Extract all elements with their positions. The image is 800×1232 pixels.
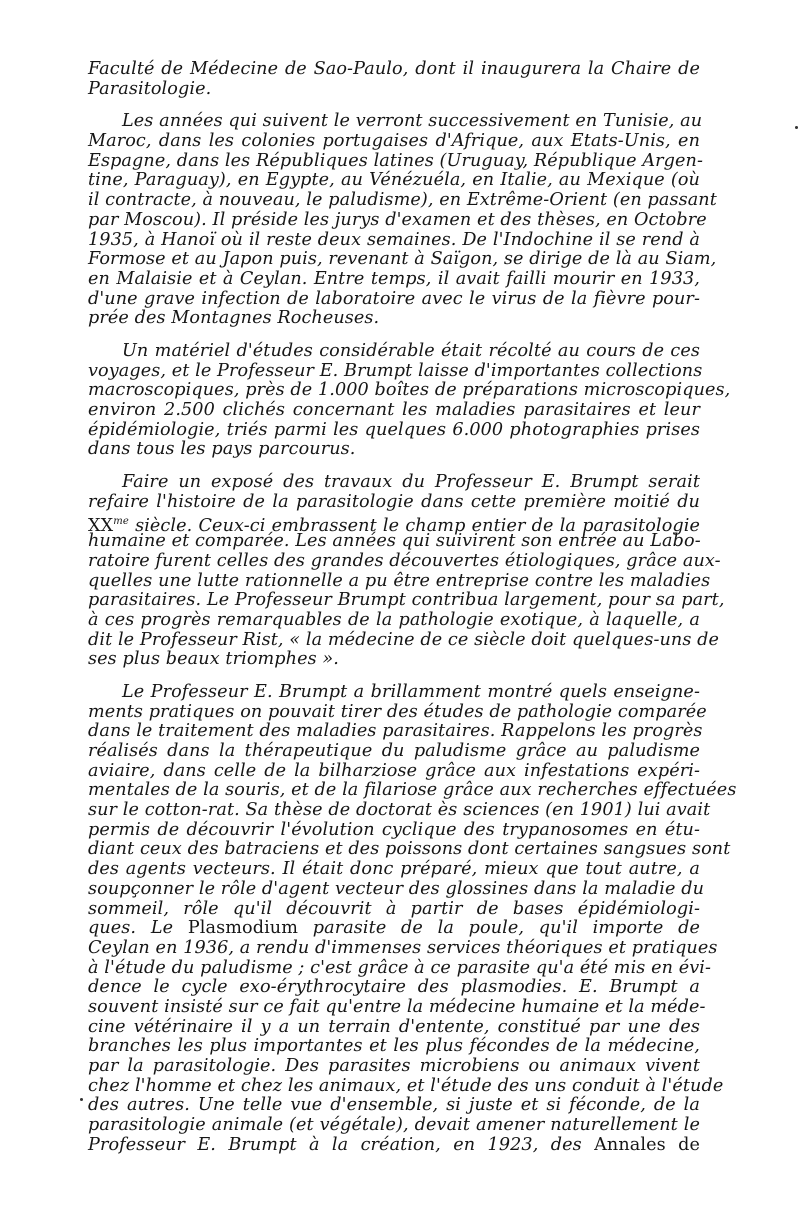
text-column <box>88 59 737 1155</box>
text-line <box>88 1136 700 1156</box>
text-line: chez l'homme et chez les animaux, et l'étude des uns conduit à l'étude <box>88 1075 724 1096</box>
text-line: diant ceux des batraciens et des poissons dont certaines sangsues sont <box>88 839 731 860</box>
text-line: 1935, à Hanoï où il reste deux semaines. De l'Indochine il se rend à <box>88 229 700 250</box>
text-line: soupçonner le rôle d'agent vecteur des glossines dans la maladie du <box>88 878 704 899</box>
text-line: permis de découvrir l'évolution cyclique des trypanosomes en étu- <box>88 819 700 840</box>
paragraph-5 <box>88 681 737 1156</box>
text-line: Faire un exposé des travaux du Professeur E. Brumpt serait <box>122 472 700 493</box>
text-line: sur le cotton-rat. Sa thèse de doctorat ès sciences (en 1901) lui avait <box>88 800 711 821</box>
text-line: des agents vecteurs. Il était donc préparé, mieux que tout autre, a <box>88 859 700 880</box>
text-line: des autres. Une telle vue d'ensemble, si juste et si féconde, de la <box>88 1095 700 1116</box>
paragraph-3 <box>88 340 731 460</box>
text-line: dans tous les pays parcourus. <box>88 439 356 460</box>
text-line: parasitologie animale (et végétale), devait amener naturellement le <box>88 1115 700 1136</box>
paragraph-4 <box>88 472 725 670</box>
text-line: à ces progrès remarquables de la pathologie exotique, à laquelle, a <box>88 609 700 630</box>
text-line: prée des Montagnes Rocheuses. <box>88 308 380 329</box>
text-line: aviaire, dans celle de la bilharziose grâce aux infestations expéri- <box>88 760 700 781</box>
text-line: parasitaires. Le Professeur Brumpt contribua largement, pour sa part, <box>88 590 725 611</box>
text-line: branches les plus importantes et les plus fécondes de la médecine, <box>88 1036 700 1057</box>
text-line: Un matériel d'études considérable était récolté au cours de ces <box>122 340 700 361</box>
text-line <box>88 512 700 537</box>
text-line: dit le Professeur Rist, « la médecine de ce siècle doit quelques-uns de <box>88 629 720 650</box>
margin-speck <box>795 126 798 129</box>
text-line: voyages, et le Professeur E. Brumpt laisse d'importantes collections <box>88 360 703 381</box>
text-line: d'une grave infection de laboratoire avec le virus de la fièvre pour- <box>88 288 700 309</box>
text-line: Parasitologie. <box>88 78 212 99</box>
text-line: Ceylan en 1936, a rendu d'immenses services théoriques et pratiques <box>88 937 718 958</box>
text-line: environ 2.500 clichés concernant les maladies parasitaires et leur <box>88 400 700 420</box>
plasmodium-term: Plasmodium <box>187 918 299 939</box>
text-line <box>88 919 700 939</box>
text-line: Espagne, dans les Républiques latines (Uruguay, République Argen- <box>88 150 703 171</box>
text-line: dence le cycle exo-érythrocytaire des plasmodies. E. Brumpt a <box>88 977 700 998</box>
text-line: humaine et comparée. Les années qui suivirent son entrée au Labo- <box>88 531 701 552</box>
text-line: Le Professeur E. Brumpt a brillamment montré quels enseigne- <box>122 681 700 702</box>
text-line: Maroc, dans les colonies portugaises d'Afrique, aux Etats-Unis, en <box>88 131 700 152</box>
text-line: refaire l'histoire de la parasitologie dans cette première moitié du <box>88 491 700 512</box>
text-line: il contracte, à nouveau, le paludisme), en Extrême-Orient (en passant <box>88 190 717 211</box>
text-line: par la parasitologie. Des parasites microbiens ou animaux vivent <box>88 1056 700 1076</box>
text-line: cine vétérinaire il y a un terrain d'entente, constitué par une des <box>88 1016 700 1037</box>
text-line: Les années qui suivent le verront successivement en Tunisie, au <box>122 111 703 132</box>
margin-speck <box>80 1098 83 1101</box>
paragraph-1 <box>88 60 700 99</box>
paragraph-2 <box>88 111 717 329</box>
text-line: ments pratiques on pouvait tirer des études de pathologie comparée <box>88 701 707 722</box>
text-fragment: siècle. Ceux-ci embrassent le champ entier de la parasitologie <box>135 516 700 537</box>
annales-term: Annales de <box>594 1134 700 1155</box>
text-line: ratoire furent celles des grandes découvertes étiologiques, grâce aux- <box>88 550 721 571</box>
text-line: dans le traitement des maladies parasitaires. Rappelons les progrès <box>88 721 703 742</box>
century-label: XX <box>88 516 114 537</box>
text-line: par Moscou). Il préside les jurys d'examen et des thèses, en Octobre <box>88 209 707 230</box>
text-line: tine, Paraguay), en Egypte, au Vénézuéla, en Italie, au Mexique (où <box>88 170 700 191</box>
text-fragment: Professeur E. Brumpt à la création, en 1923, des <box>88 1134 582 1155</box>
text-line: Formose et au Japon puis, revenant à Saïgon, se dirige de là au Siam, <box>88 249 717 270</box>
text-line: mentales de la souris, et de la filariose grâce aux recherches effectuées <box>88 780 737 801</box>
text-line: quelles une lutte rationnelle a pu être entreprise contre les maladies <box>88 570 711 591</box>
text-line: Faculté de Médecine de Sao-Paulo, dont il inaugurera la Chaire de <box>88 59 700 79</box>
text-line: ses plus beaux triomphes ». <box>88 649 339 670</box>
text-line: à l'étude du paludisme ; c'est grâce à ce parasite qu'a été mis en évi- <box>88 957 712 978</box>
century-superscript: me <box>113 516 129 528</box>
text-line: épidémiologie, triés parmi les quelques 6.000 photographies prises <box>88 419 700 440</box>
text-line: réalisés dans la thérapeutique du paludisme grâce au paludisme <box>88 741 700 761</box>
text-line: sommeil, rôle qu'il découvrit à partir de bases épidémiologi- <box>88 898 700 919</box>
text-line: macroscopiques, près de 1.000 boîtes de préparations microscopiques, <box>88 380 731 401</box>
text-line: en Malaisie et à Ceylan. Entre temps, il avait failli mourir en 1933, <box>88 268 700 289</box>
text-line: souvent insisté sur ce fait qu'entre la médecine humaine et la méde- <box>88 996 706 1017</box>
text-fragment: ques. Le <box>88 918 174 939</box>
text-fragment: parasite de la poule, qu'il importe de <box>312 918 701 939</box>
